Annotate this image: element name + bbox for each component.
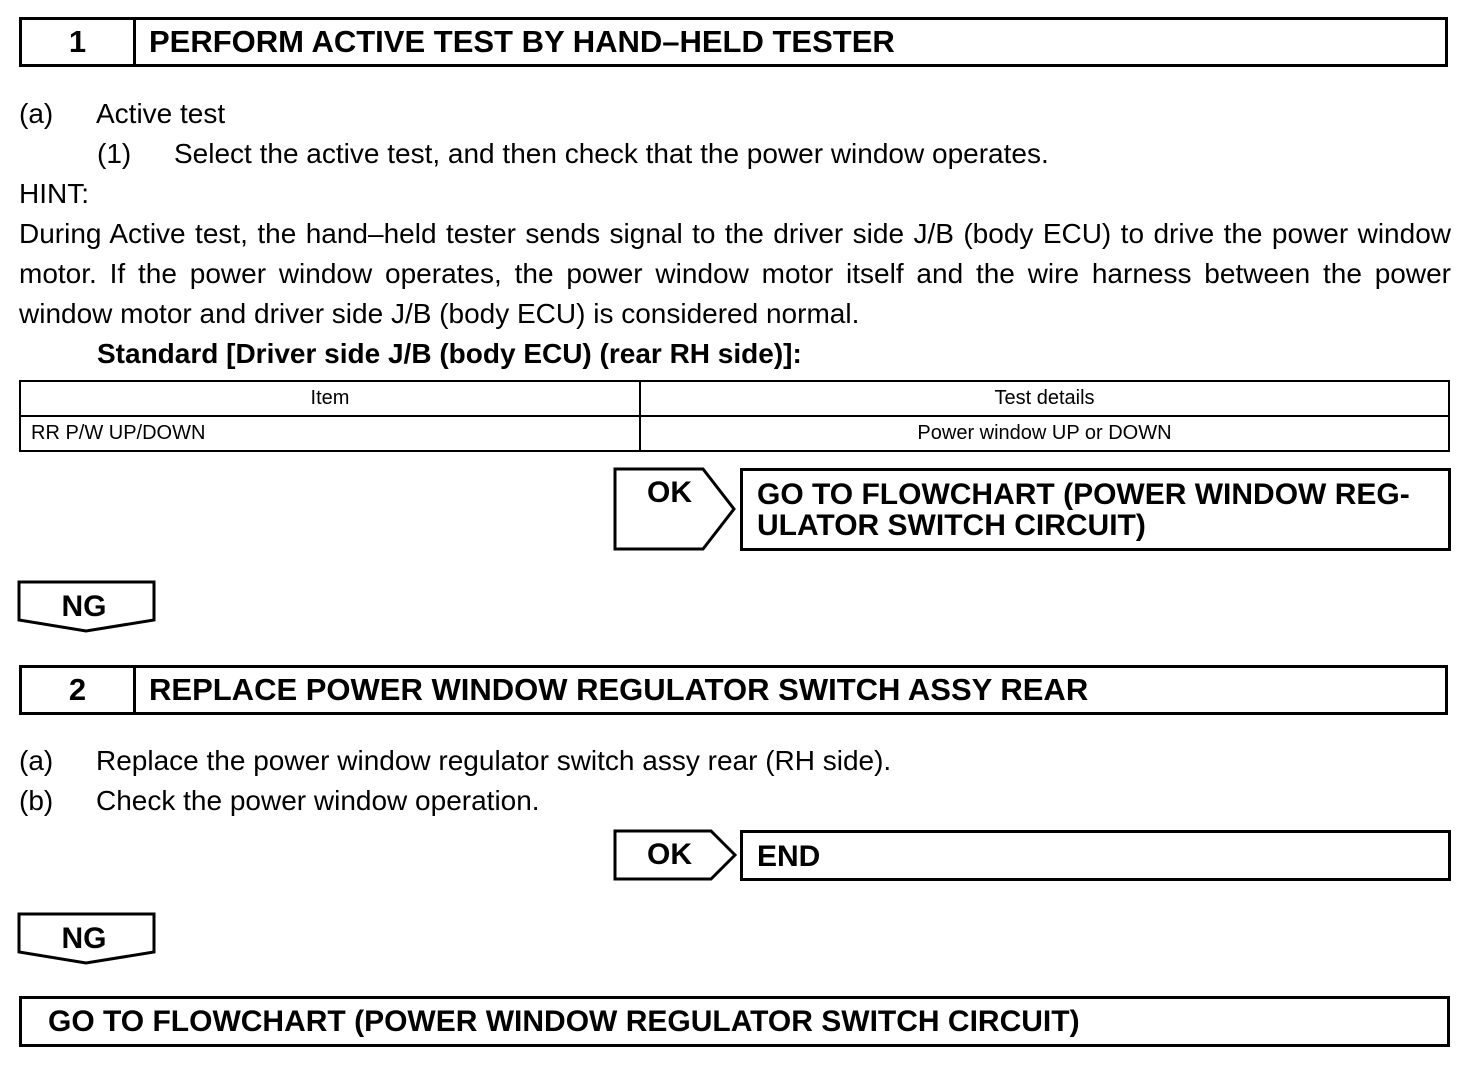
step-2-item-b [19, 781, 540, 821]
end-result-text: END [757, 840, 821, 873]
final-flowchart-box: GO TO FLOWCHART (POWER WINDOW REGULATOR SWITCH CIRCUIT) [19, 996, 1450, 1047]
table-header-item: Item [20, 381, 640, 416]
hint-label: HINT: [19, 178, 89, 209]
ok-label: OK [647, 476, 692, 509]
standard-table [19, 380, 1450, 452]
step-1-title: PERFORM ACTIVE TEST BY HAND–HELD TESTER [149, 24, 895, 59]
table-header-row [20, 381, 1449, 416]
step-2-header [19, 665, 1448, 715]
sub-1-text: Select the active test, and then check that the power window operates. [174, 138, 1049, 169]
table-cell-test-details: Power window UP or DOWN [640, 416, 1449, 451]
step-1-sub-1 [97, 134, 1049, 174]
item-a-label: (a) [19, 98, 54, 129]
step-1-item-a [19, 94, 225, 134]
step-2-title: REPLACE POWER WINDOW REGULATOR SWITCH ASSY REAR [149, 672, 1089, 707]
item-a-label: (a) [19, 745, 54, 776]
step-2-item-a [19, 741, 891, 781]
table-header-test-details: Test details [640, 381, 1449, 416]
standard-heading: Standard [Driver side J/B (body ECU) (rear RH side)]: [97, 338, 802, 369]
ng-label: NG [61, 922, 107, 955]
item-b-label: (b) [19, 785, 54, 816]
table-cell-item: RR P/W UP/DOWN [20, 416, 640, 451]
sub-1-label: (1) [97, 138, 132, 169]
item-a-text: Replace the power window regulator switch assy rear (RH side). [96, 745, 892, 776]
ok-result-line-2: ULATOR SWITCH CIRCUIT) [757, 509, 1146, 542]
ok-label: OK [647, 838, 692, 871]
ok-result-line-1: GO TO FLOWCHART (POWER WINDOW REG- [757, 478, 1410, 511]
step-2-number: 2 [22, 668, 136, 712]
table-row [20, 416, 1449, 451]
end-result-box [740, 830, 1451, 881]
item-b-text: Check the power window operation. [96, 785, 540, 816]
ng-label: NG [61, 590, 107, 623]
item-a-text: Active test [96, 98, 226, 129]
step-1-number: 1 [22, 20, 136, 64]
step-1-header [19, 17, 1448, 67]
hint-text: During Active test, the hand–held tester sends signal to the driver side J/B (body ECU) to drive the power window motor. If the power window operates, the power window motor itself and the wire harness between the power window motor and driver side J/B (body ECU) is considered normal. [19, 218, 1451, 329]
ok-result-box [740, 468, 1451, 551]
